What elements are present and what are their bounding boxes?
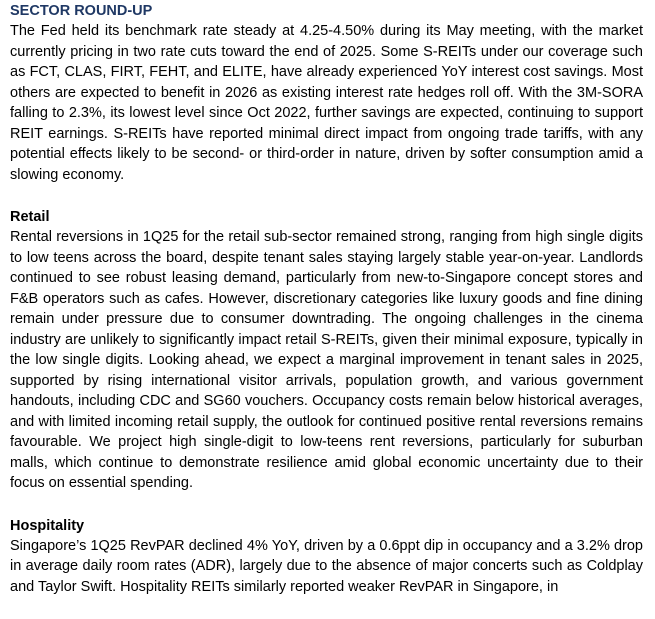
hospitality-paragraph: Singapore’s 1Q25 RevPAR declined 4% YoY, driven by a 0.6ppt dip in occupancy and a 3.2% drop in average daily room rates (ADR), largely due to the absence of major concerts such as Coldplay and Taylor Swift. Hospitality REITs similarly reported weaker RevPAR in Singapore, in — [10, 537, 643, 595]
sector-roundup-paragraph: The Fed held its benchmark rate steady at 4.25-4.50% during its May meeting, with the market currently pricing in two rate cuts toward the end of 2025. Some S-REITs under our coverage such as FCT, CLAS, FIRT, FEHT, and ELITE, have already experienced YoY interest cost savings. Most others are expected to benefit in 2026 as existing interest rate hedges roll off. With the 3M-SORA falling to 2.3%, its lowest level since Oct 2022, further savings are expected, continuing to support REIT earnings. S-REITs have reported minimal direct impact from ongoing trade tariffs, with any potential effects likely to be second- or third-order in nature, driven by softer consumption amid a slowing economy. — [10, 23, 643, 183]
section-gap — [10, 185, 643, 207]
document-page — [10, 0, 643, 597]
hospitality-heading: Hospitality — [10, 517, 85, 534]
sector-roundup-heading: SECTOR ROUND-UP — [10, 3, 153, 19]
retail-heading: Retail — [10, 209, 50, 225]
retail-paragraph: Rental reversions in 1Q25 for the retail sub-sector remained strong, ranging from high single digits to low teens across the board, despite tenant sales staying largely stable year-on-year. Landlords continued to see robust leasing demand, particularly from new-to-Singapore concept stores and F&B operators such as cafes. However, discretionary categories like luxury goods and fine dining remain under pressure due to consumer downtrading. The ongoing challenges in the cinema industry are unlikely to significantly impact retail S-REITs, given their minimal exposure, typically in the low single digits. Looking ahead, we expect a marginal improvement in tenant sales in 2025, supported by rising international visitor arrivals, population growth, and various government handouts, including CDC and SG60 vouchers. Occupancy costs remain below historical averages, and with limited incoming retail supply, the outlook for continued positive rental reversions remains favourable. We project high single-digit to low-teens rent reversions, particularly for suburban malls, which continue to demonstrate resilience amid global economic uncertainty due to their focus on essential spending. — [10, 229, 643, 491]
section-gap — [10, 494, 643, 516]
